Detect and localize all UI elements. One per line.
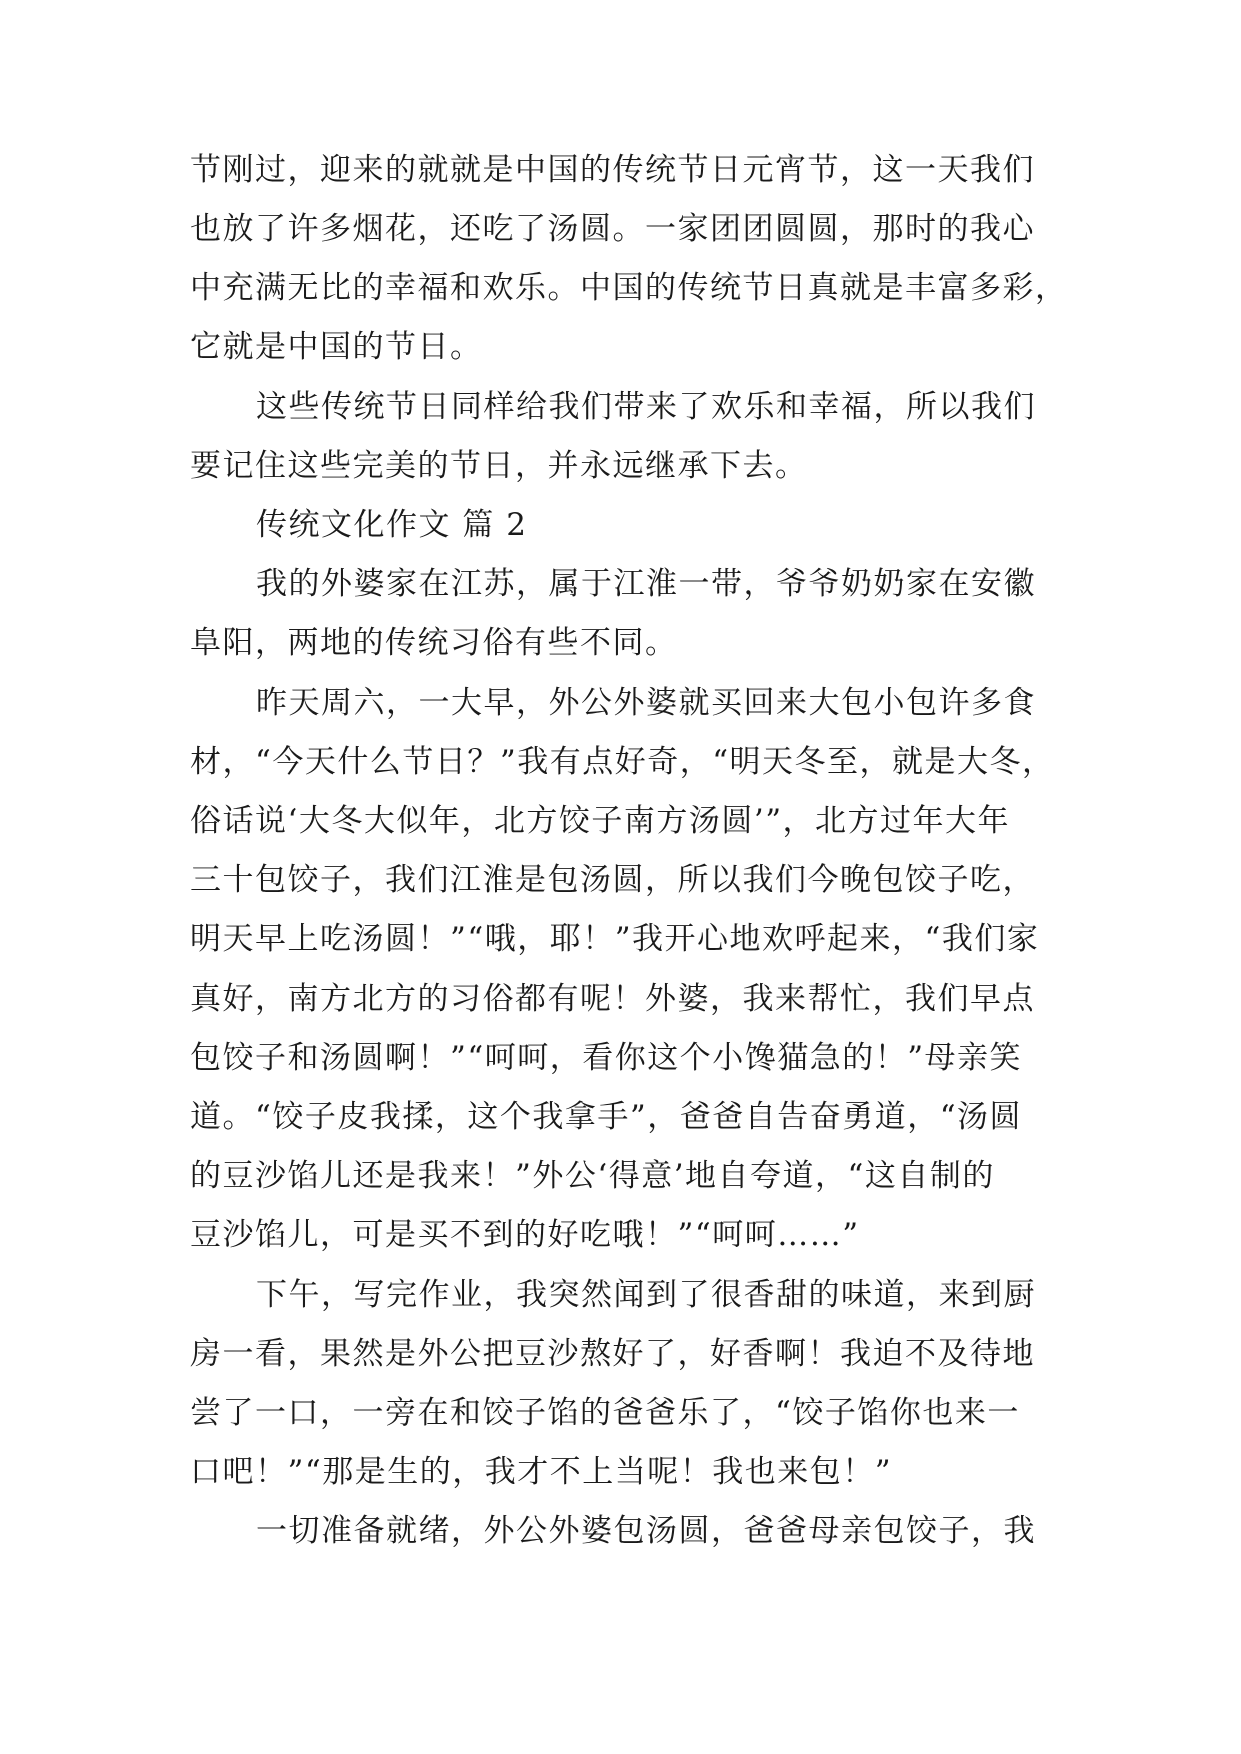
body-text-line: 尝了一口，一旁在和饺子馅的爸爸乐了，“饺子馅你也来一 [190,1395,1020,1431]
paragraph-first-line: 这些传统节日同样给我们带来了欢乐和幸福，所以我们 [256,389,1036,425]
body-text-line: 三十包饺子，我们江淮是包汤圆，所以我们今晚包饺子吃， [190,862,1035,898]
paragraph-first-line: 一切准备就绪，外公外婆包汤圆，爸爸母亲包饺子，我 [256,1513,1036,1549]
body-text-line: 阜阳，两地的传统习俗有些不同。 [190,625,678,661]
body-text-line: 材，“今天什么节日？”我有点好奇，“明天冬至，就是大冬， [190,744,1055,780]
body-text-line: 它就是中国的节日。 [190,329,483,365]
body-text-line: 房一看，果然是外公把豆沙熬好了，好香啊！我迫不及待地 [190,1336,1035,1372]
body-text-line: 中充满无比的幸福和欢乐。中国的传统节日真就是丰富多彩， [190,270,1068,306]
body-text-line: 道。“饺子皮我揉，这个我拿手”，爸爸自告奋勇道，“汤圆 [190,1099,1023,1135]
paragraph-first-line: 下午，写完作业，我突然闻到了很香甜的味道，来到厨 [256,1277,1036,1313]
body-text-line: 豆沙馅儿，可是买不到的好吃哦！”“呵呵……” [190,1217,860,1253]
body-text-line: 节刚过，迎来的就就是中国的传统节日元宵节，这一天我们 [190,152,1035,188]
body-text-line: 口吧！”“那是生的，我才不上当呢！我也来包！” [190,1454,893,1490]
paragraph-first-line: 昨天周六，一大早，外公外婆就买回来大包小包许多食 [256,685,1036,721]
body-text-line: 包饺子和汤圆啊！”“呵呵，看你这个小馋猫急的！”母亲笑 [190,1040,1023,1076]
body-text-line: 真好，南方北方的习俗都有呢！外婆，我来帮忙，我们早点 [190,981,1035,1017]
paragraph-first-line: 我的外婆家在江苏，属于江淮一带，爷爷奶奶家在安徽 [256,566,1036,602]
body-text-line: 明天早上吃汤圆！”“哦，耶！”我开心地欢呼起来，“我们家 [190,921,1040,957]
body-text-line: 的豆沙馅儿还是我来！”外公‘得意’地自夸道，“这自制的 [190,1158,995,1194]
section-heading: 传统文化作文 篇 2 [256,507,528,543]
body-text-line: 要记住这些完美的节日，并永远继承下去。 [190,448,808,484]
body-text-line: 也放了许多烟花，还吃了汤圆。一家团团圆圆，那时的我心 [190,211,1035,247]
body-text-line: 俗话说‘大冬大似年，北方饺子南方汤圆’”，北方过年大年 [190,803,1011,839]
